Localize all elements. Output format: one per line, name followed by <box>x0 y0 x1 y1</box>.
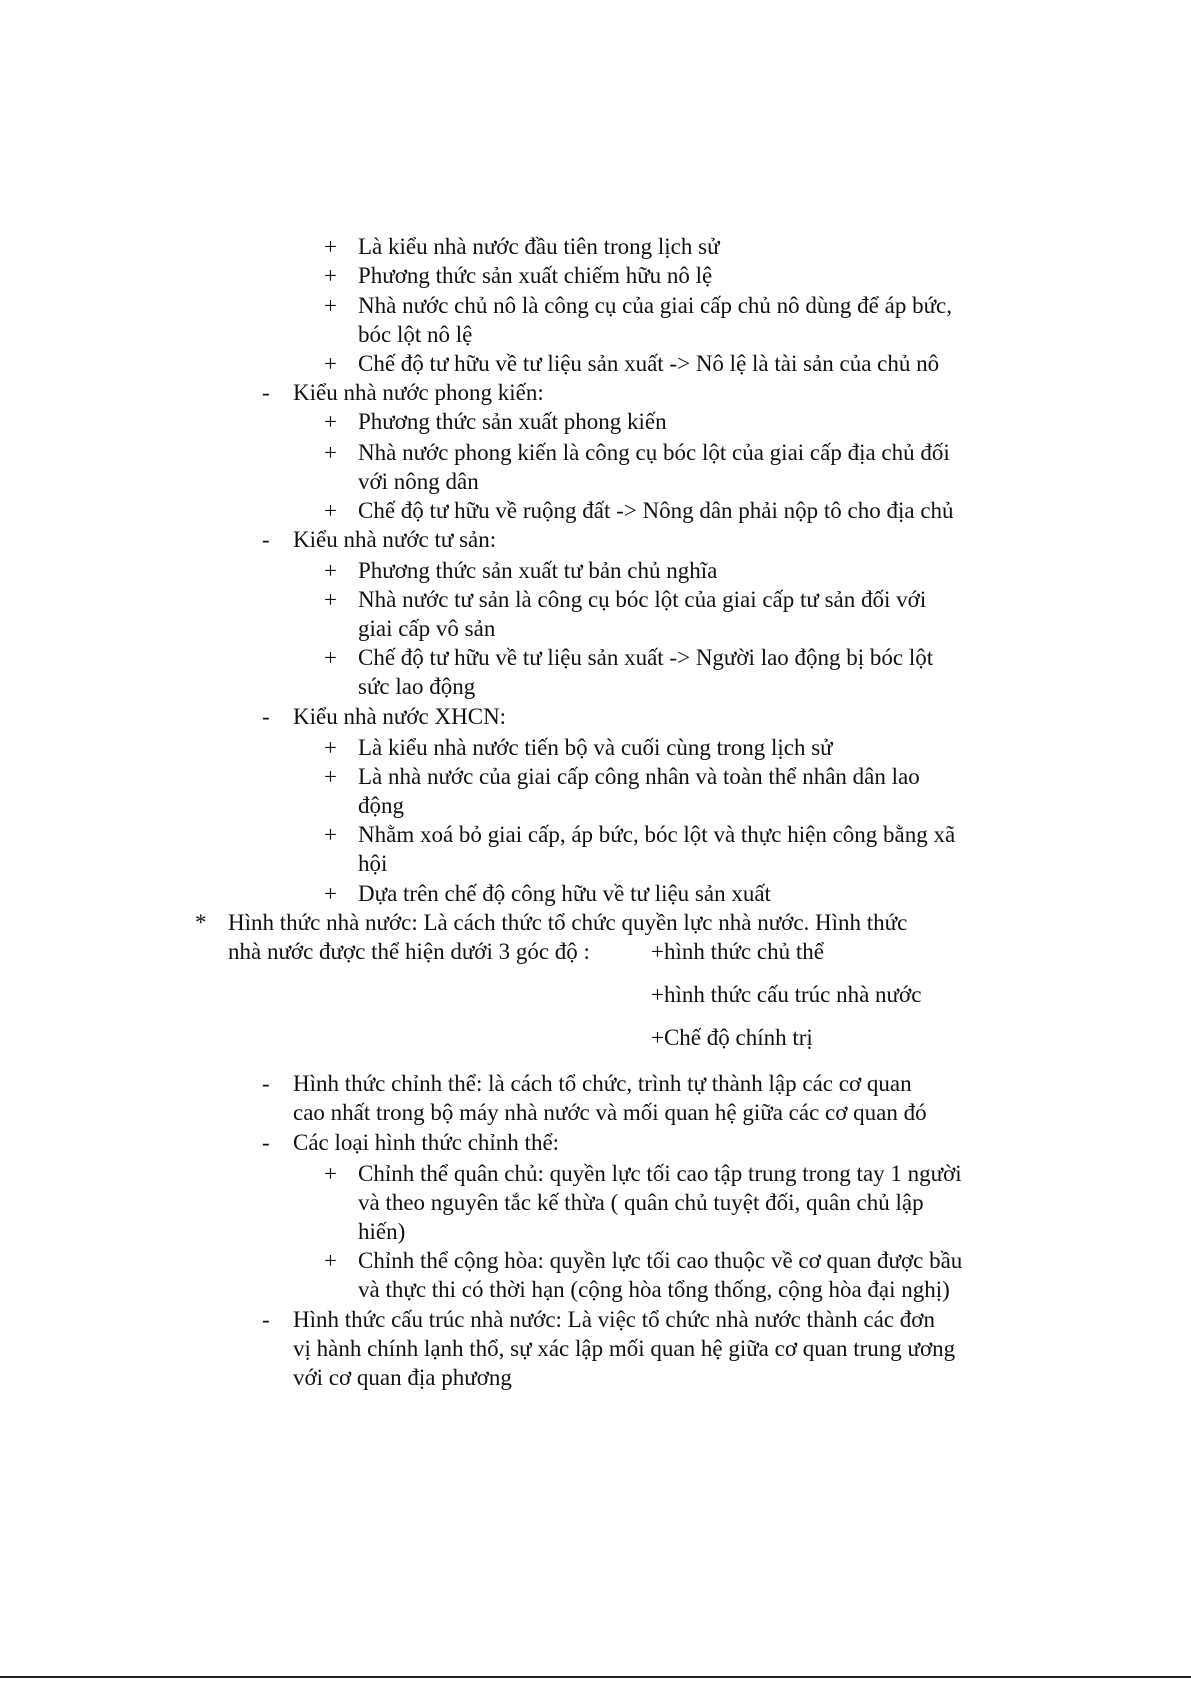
text-line: hiến) <box>358 1219 406 1244</box>
dash-marker: - <box>262 1130 270 1155</box>
plus-marker: + <box>324 881 337 906</box>
text-line: giai cấp vô sản <box>358 616 496 641</box>
text-line: Hình thức chỉnh thể: là cách tổ chức, trình tự thành lập các cơ quan <box>293 1071 912 1096</box>
plus-marker: + <box>324 558 337 583</box>
text-line: Chế độ tư hữu về ruộng đất -> Nông dân phải nộp tô cho địa chủ <box>358 498 954 523</box>
aspect-item: +hình thức chủ thể <box>651 939 824 964</box>
dash-marker: - <box>262 527 270 552</box>
plus-marker: + <box>324 822 337 847</box>
text-line: hội <box>358 851 388 876</box>
text-line: và theo nguyên tắc kế thừa ( quân chủ tuyệt đối, quân chủ lập <box>358 1190 924 1215</box>
plus-marker: + <box>324 1161 337 1186</box>
text-line: Dựa trên chế độ công hữu về tư liệu sản xuất <box>358 881 771 906</box>
text-line: Nhà nước chủ nô là công cụ của giai cấp chủ nô dùng để áp bức, <box>358 293 953 318</box>
dash-marker: - <box>262 704 270 729</box>
text-line: sức lao động <box>358 674 476 699</box>
dash-marker: - <box>262 380 270 405</box>
plus-marker: + <box>324 409 337 434</box>
text-line: Chế độ tư hữu về tư liệu sản xuất -> Nô lệ là tài sản của chủ nô <box>358 351 940 376</box>
plus-marker: + <box>324 764 337 789</box>
text-line: cao nhất trong bộ máy nhà nước và mối quan hệ giữa các cơ quan đó <box>293 1100 927 1125</box>
text-line: và thực thi có thời hạn (cộng hòa tổng thống, cộng hòa đại nghị) <box>358 1277 950 1302</box>
aspect-item: +hình thức cấu trúc nhà nước <box>651 982 922 1007</box>
text-line: nhà nước được thể hiện dưới 3 góc độ : <box>228 939 590 964</box>
page-bottom-rule <box>0 1676 1191 1678</box>
text-line: động <box>358 793 404 818</box>
dash-marker: - <box>262 1071 270 1096</box>
text-line: Nhà nước phong kiến là công cụ bóc lột của giai cấp địa chủ đối <box>358 440 950 465</box>
section-heading: Kiểu nhà nước XHCN: <box>293 704 507 729</box>
text-line: Hình thức cấu trúc nhà nước: Là việc tổ chức nhà nước thành các đơn <box>293 1307 935 1332</box>
text-line: Nhà nước tư sản là công cụ bóc lột của giai cấp tư sản đối với <box>358 587 927 612</box>
aspect-item: +Chế độ chính trị <box>651 1025 813 1050</box>
text-line: Phương thức sản xuất tư bản chủ nghĩa <box>358 558 718 583</box>
plus-marker: + <box>324 645 337 670</box>
text-line: Là kiểu nhà nước đầu tiên trong lịch sử <box>358 234 720 259</box>
text-line: Phương thức sản xuất chiếm hữu nô lệ <box>358 263 713 288</box>
text-line: với cơ quan địa phương <box>293 1365 512 1390</box>
text-line: Chỉnh thể quân chủ: quyền lực tối cao tập trung trong tay 1 người <box>358 1161 962 1186</box>
section-heading: Kiểu nhà nước phong kiến: <box>293 380 544 405</box>
text-line: Chế độ tư hữu về tư liệu sản xuất -> Người lao động bị bóc lột <box>358 645 934 670</box>
plus-marker: + <box>324 587 337 612</box>
text-line: với nông dân <box>358 469 479 494</box>
text-line: Là kiểu nhà nước tiến bộ và cuối cùng trong lịch sử <box>358 735 833 760</box>
section-heading: Các loại hình thức chỉnh thể: <box>293 1130 560 1155</box>
asterisk-marker: * <box>195 910 207 935</box>
text-line: Nhằm xoá bỏ giai cấp, áp bức, bóc lột và thực hiện công bằng xã <box>358 822 956 847</box>
text-line: bóc lột nô lệ <box>358 322 473 347</box>
text-line: Phương thức sản xuất phong kiến <box>358 409 667 434</box>
plus-marker: + <box>324 351 337 376</box>
text-line: vị hành chính lạnh thổ, sự xác lập mối quan hệ giữa cơ quan trung ương <box>293 1336 956 1361</box>
text-line: Chỉnh thể cộng hòa: quyền lực tối cao thuộc về cơ quan được bầu <box>358 1248 963 1273</box>
plus-marker: + <box>324 293 337 318</box>
section-heading: Kiểu nhà nước tư sản: <box>293 527 497 552</box>
plus-marker: + <box>324 735 337 760</box>
plus-marker: + <box>324 1248 337 1273</box>
text-line: Là nhà nước của giai cấp công nhân và toàn thể nhân dân lao <box>358 764 920 789</box>
plus-marker: + <box>324 498 337 523</box>
plus-marker: + <box>324 440 337 465</box>
plus-marker: + <box>324 234 337 259</box>
text-line: Hình thức nhà nước: Là cách thức tổ chức quyền lực nhà nước. Hình thức <box>228 910 908 935</box>
plus-marker: + <box>324 263 337 288</box>
dash-marker: - <box>262 1307 270 1332</box>
